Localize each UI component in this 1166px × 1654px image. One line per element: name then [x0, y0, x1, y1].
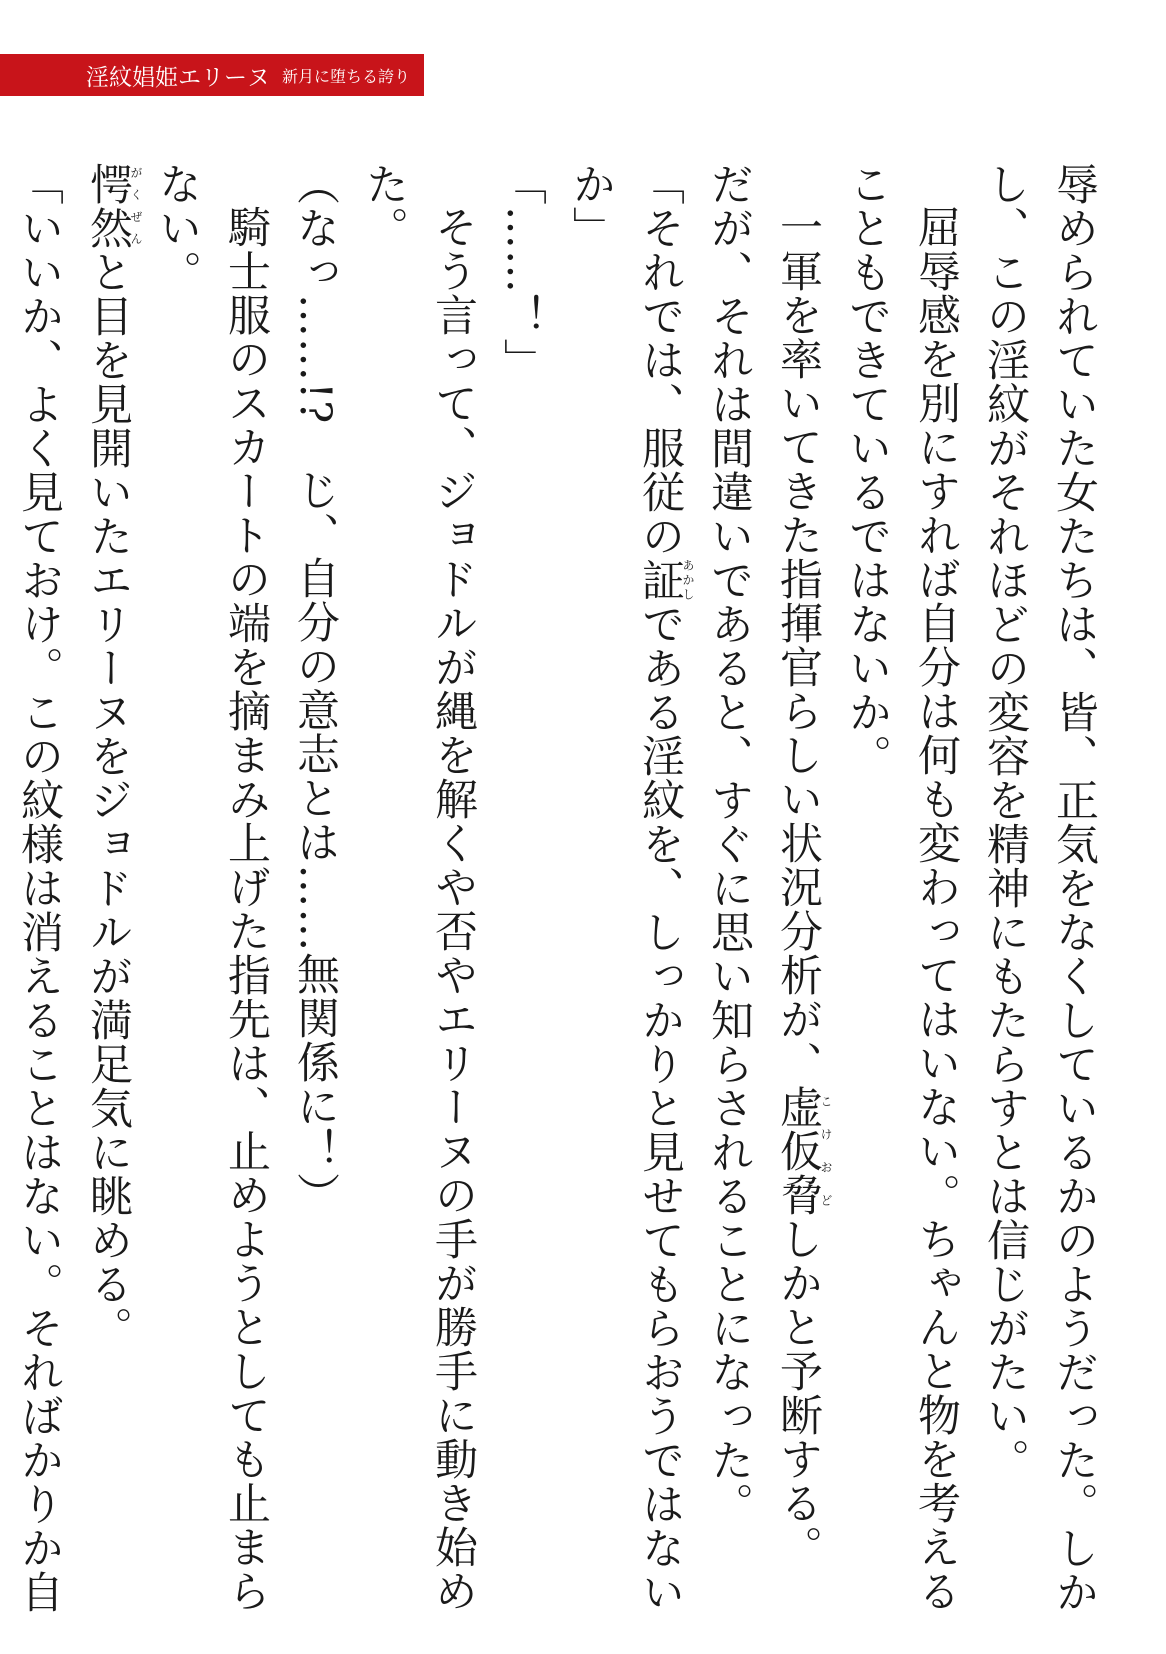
paragraph [763, 162, 832, 1614]
text-run: である淫紋を、しっかりと見せてもらおうではないか」 [566, 162, 685, 1614]
paragraph: （なっ……!? じ、自分の意志とは……無関係に！） [290, 162, 340, 1217]
paragraph [73, 162, 142, 1614]
ruby-base: 虚仮脅 [773, 1085, 823, 1217]
paragraph: だが、それは間違いであると、すぐに思い知らされることになった。 [704, 162, 754, 1526]
paragraph: 「……！」 [497, 162, 547, 382]
vertical-text-body [14, 162, 1108, 1614]
paragraph [556, 162, 694, 1614]
ruby-reading: がくぜん [129, 162, 143, 250]
ruby-annotation [83, 162, 143, 250]
paragraph: 辱められていた女たちは、皆、正気をなくしているかのようだった。しかし、この淫紋がそれほどの変容を精神にもたらすとは信じがたい。 [980, 162, 1099, 1614]
text-run: しかと予断する。 [773, 1217, 823, 1569]
ruby-reading: あかし [681, 558, 695, 602]
ruby-annotation [773, 1085, 833, 1217]
ruby-annotation [635, 558, 695, 602]
book-subtitle: 新月に堕ちる誇り [282, 66, 411, 86]
paragraph: 屈辱感を別にすれば自分は何も変わってはいない。ちゃんと物を考えることもできているではないか。 [842, 162, 961, 1613]
header-band [0, 54, 424, 96]
ruby-base: 愕然 [83, 162, 133, 250]
paragraph: 騎士服のスカートの端を摘まみ上げた指先は、止めようとしても止まらない。 [152, 162, 271, 1613]
paragraph: 「いいか、よく見ておけ。この紋様は消えることはない。そればかりか自 [14, 162, 64, 1614]
ruby-reading: こけおど [819, 1085, 833, 1217]
paragraph: そう言って、ジョドルが縄を解くや否やエリーヌの手が勝手に動き始めた。 [359, 162, 478, 1613]
text-run: と目を見開いたエリーヌをジョドルが満足気に眺める。 [83, 250, 133, 1350]
text-run: 一軍を率いてきた指揮官らしい状況分析が、 [773, 205, 823, 1085]
ruby-base: 証 [635, 558, 685, 602]
text-run: 「それでは、服従の [635, 162, 685, 558]
book-title: 淫紋娼姫エリーヌ [86, 64, 270, 91]
